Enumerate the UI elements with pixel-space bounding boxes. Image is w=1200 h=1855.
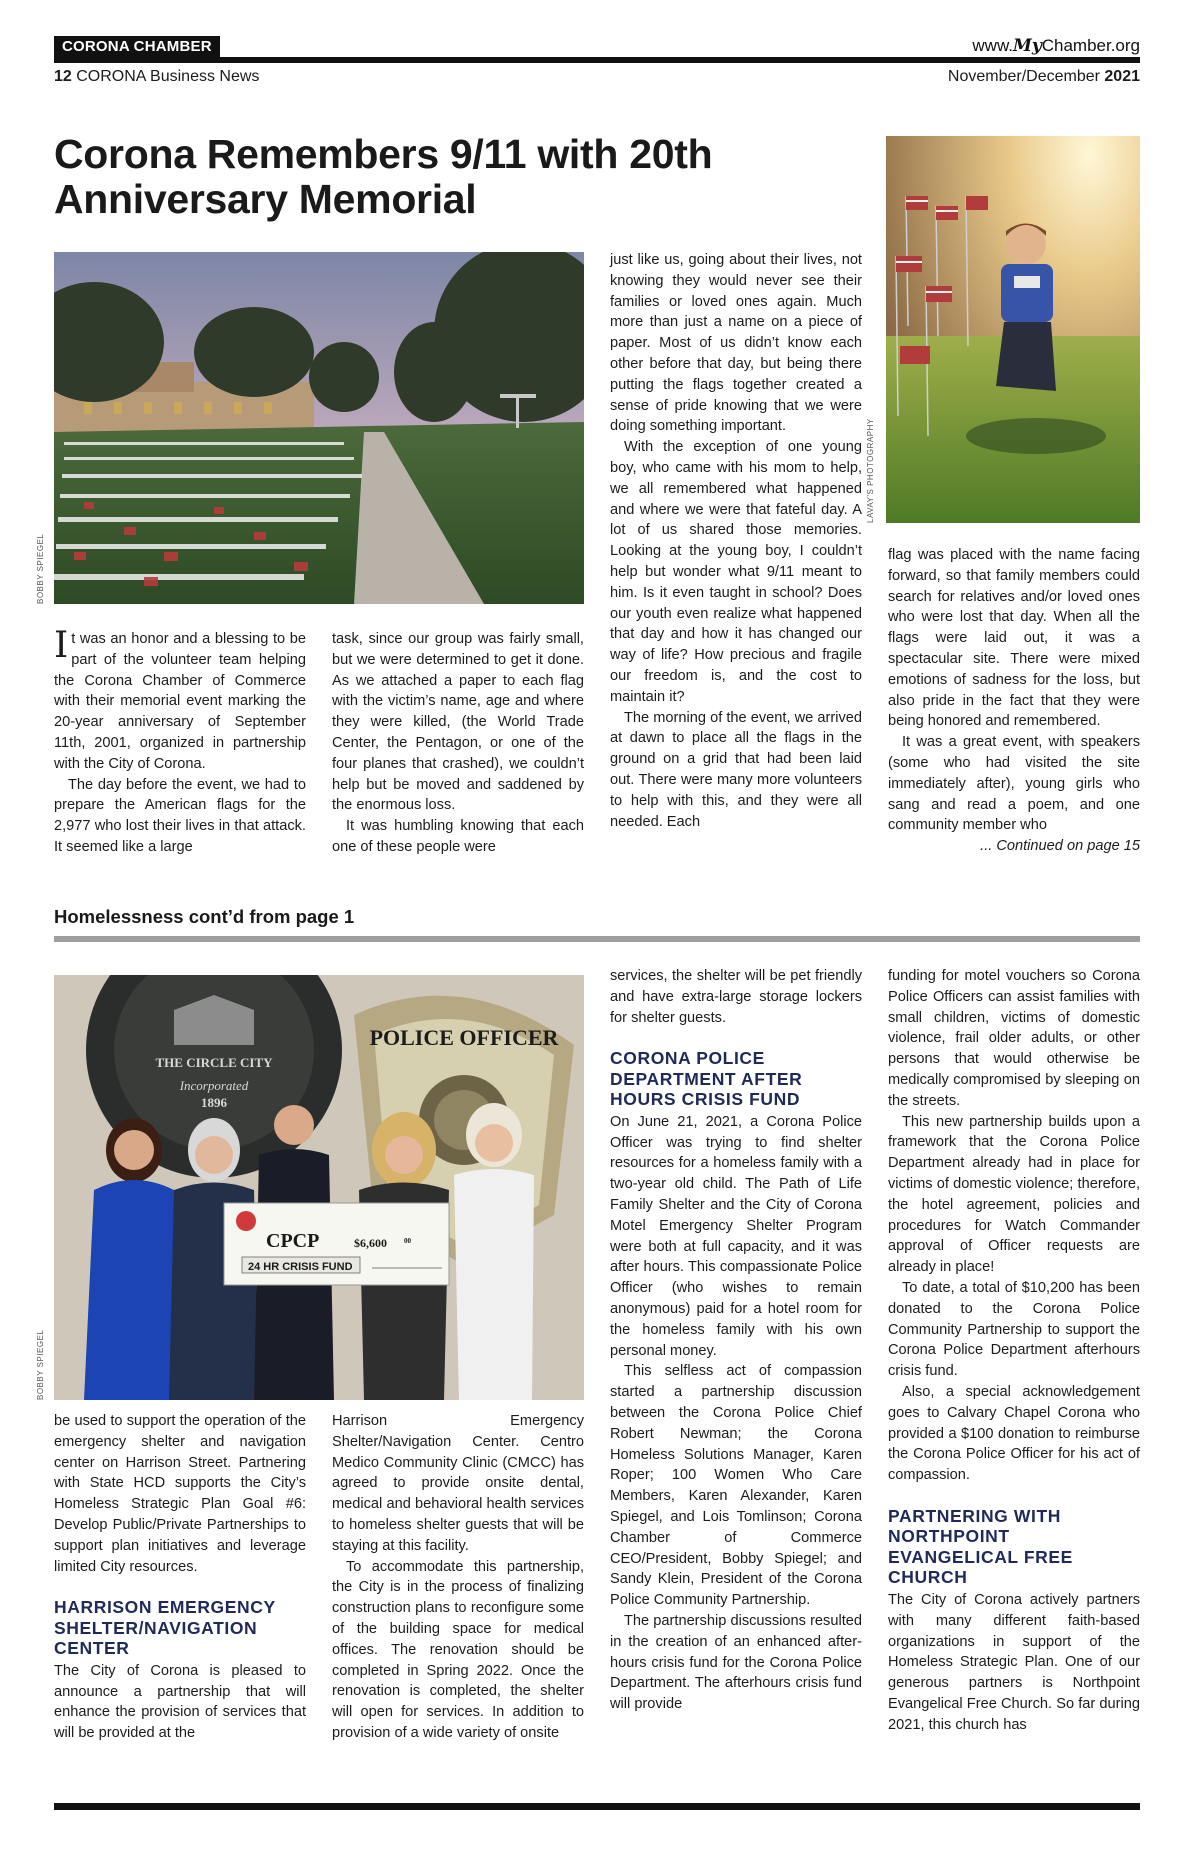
article2-column-2 xyxy=(332,1411,584,1744)
article2-column-3 xyxy=(610,966,862,1715)
website-url[interactable] xyxy=(972,36,1140,56)
article2-paragraph: This new partnership builds upon a framework that the Corona Police Department already had in place for victims of domestic violence; therefore, the hotel agreement, policies and procedures for Watch Commander approval of Officer requests are already in place! xyxy=(888,1113,1140,1276)
check-payee: CPCP xyxy=(266,1230,320,1252)
boy-with-flags-illustration xyxy=(886,136,1140,523)
article2-paragraph: Also, a special acknowledgement goes to Calvary Chapel Corona who provided a $100 donation to reimburse the Corona Police Officer for his act of compassion. xyxy=(888,1383,1140,1484)
article2-paragraph: On June 21, 2021, a Corona Police Officer was trying to find shelter resources for a homeless family with a two-year old child. The Path of Life Family Shelter and the City of Corona Motel Emergency Shelter Program were both at full capacity, and it was after hours. This compassionate Police Officer (who wishes to remain anonymous) paid for a hotel room for the homeless family with his own personal money. xyxy=(610,1113,862,1359)
article1-paragraph: flag was placed with the name facing forward, so that family members could search for relatives and/or loved ones who were lost that day. When all the flags were laid out, it was a spectacular site. There were mixed emotions of sadness for the loss, but also pride in the fact that they were being honored and remembered. xyxy=(888,547,1140,730)
article2-paragraph: funding for motel vouchers so Corona Police Officers can assist families with small children, victims of domestic violence, frail older adults, or other persons that would otherwise be medically compromised by sleeping on the streets. xyxy=(888,968,1140,1109)
article2-paragraph: The City of Corona actively partners with many different faith-based organizations in support of the Homeless Strategic Plan. One of our generous partners is Northpoint Evangelical Free Church. So far during 2021, this church has xyxy=(888,1591,1140,1733)
section-heading: Homelessness cont’d from page 1 xyxy=(54,906,355,927)
article1-column-2 xyxy=(332,629,584,858)
article1-paragraph: The day before the event, we had to prepare the American flags for the 2,977 who lost their lives in that attack. It seemed like a large xyxy=(54,776,306,855)
photo-credit-boy: LAVAY'S PHOTOGRAPHY xyxy=(866,418,875,523)
article2-column-4 xyxy=(888,966,1140,1736)
seal-year-text: 1896 xyxy=(201,1095,227,1110)
article1-paragraph xyxy=(54,625,306,775)
page-number: 12 xyxy=(54,68,72,85)
publication-name: CORONA Business News xyxy=(76,68,260,85)
seal-city-text: THE CIRCLE CITY xyxy=(155,1055,273,1070)
article1-paragraph: task, since our group was fairly small, but we were determined to get it done. As we attached a paper to each flag with the victim’s name, age and where they were killed, (the World Trade Center, the Pentagon, or one of the four planes that crashed), we couldn’t help but be moved and saddened by the enormous loss. xyxy=(332,631,584,814)
article1-text: t was an honor and a blessing to be part of the volunteer team helping the Corona Chamber of Commerce with their memorial event marking the 20-year anniversary of September 11th, 2001, organized in partnership with the City of Corona. xyxy=(54,631,306,772)
article2-paragraph: The City of Corona is pleased to announce a partnership that will enhance the provision of services that will be provided at the xyxy=(54,1662,306,1742)
article1-column-4 xyxy=(888,545,1140,857)
article1-paragraph: The morning of the event, we arrived at dawn to place all the flags in the ground on a grid that had been laid out. There were many more volunteers to help with this, and they were all needed. Each xyxy=(610,709,862,830)
article2-paragraph: be used to support the operation of the emergency shelter and navigation center on Harrison Street. Partnering with State HCD supports the City’s Homeless Strategic Plan Goal #6: Develop Public/Private Partnerships to support plan initiatives and leverage limited City resources. xyxy=(54,1413,306,1575)
article2-paragraph: services, the shelter will be pet friendly and have extra-large storage lockers for shelter guests. xyxy=(610,968,862,1026)
article-headline: Corona Remembers 9/11 with 20th Anniversary Memorial xyxy=(54,131,713,222)
issue-months: November/December xyxy=(947,68,1100,85)
url-my-logo: My xyxy=(1013,36,1042,56)
article1-column-1 xyxy=(54,625,306,858)
article1-paragraph: It was humbling knowing that each one of these people were xyxy=(332,818,584,855)
article1-paragraph: With the exception of one young boy, who came with his mom to help, we all remembered what happened and where we were that fateful day. A lot of us shared those memories. Looking at the young boy, I couldn’t help but wonder what 9/11 meant to him. Is it even taught in school? Does our youth even realize what happened that day and how it has changed our way of life? How precious and fragile our freedom is, and the cost to maintain it? xyxy=(610,439,862,705)
issue-date xyxy=(948,68,1140,86)
article2-paragraph: To accommodate this partnership, the City is in the process of finalizing construction plans to reconfigure some of the building space for medical offices. The renovation should be completed in Spring 2022. Once the renovation is completed, the shelter will open for services. In addition to provision of a wide variety of onsite xyxy=(332,1558,584,1741)
check-cents: 00 xyxy=(404,1237,411,1245)
article2-paragraph: Harrison Emergency Shelter/Navigation Center. Centro Medico Community Clinic (CMCC) has agreed to provide onsite dental, medical and behavioral health services to homeless shelter guests that will be staying at this facility. xyxy=(332,1413,584,1554)
badge-text: POLICE OFFICER xyxy=(369,1025,559,1050)
drop-cap: I xyxy=(54,625,69,666)
issue-year: 2021 xyxy=(1104,68,1140,85)
memorial-flags-illustration xyxy=(54,252,584,604)
memorial-flags-photo xyxy=(54,252,584,604)
subheading-police-crisis-fund: CORONA POLICE DEPARTMENT AFTER HOURS CRISIS FUND xyxy=(610,1048,803,1110)
article1-paragraph: just like us, going about their lives, not knowing they would never see their families or loved ones again. Much more than just a name on a piece of paper. Most of us didn’t know each other before that day, but being there putting the flags together created a sense of pride knowing that we were doing something important. xyxy=(610,252,862,435)
article2-paragraph: To date, a total of $10,200 has been donated to the Corona Police Community Partnership to support the Corona Police Department afterhours crisis fund. xyxy=(888,1279,1140,1380)
article2-column-1 xyxy=(54,1411,306,1744)
url-suffix: Chamber.org xyxy=(1041,36,1140,55)
crisis-fund-check-photo xyxy=(54,975,584,1400)
continued-link[interactable]: ... Continued on page 15 xyxy=(980,838,1140,855)
footer-rule xyxy=(54,1803,1140,1810)
check-amount: $6,600 xyxy=(354,1236,387,1250)
photo-credit-main: BOBBY SPIEGEL xyxy=(36,533,45,604)
section-tag: CORONA CHAMBER xyxy=(54,36,220,58)
seal-incorporated-text: Incorporated xyxy=(179,1078,249,1093)
section-rule xyxy=(54,936,1140,942)
subheading-northpoint: PARTNERING WITH NORTHPOINT EVANGELICAL FREE CHURCH xyxy=(888,1505,1073,1588)
article1-paragraph: It was a great event, with speakers (some who had visited the site immediately after), young girls who sang and read a poem, and one community member who xyxy=(888,734,1140,834)
boy-with-flags-photo xyxy=(886,136,1140,523)
check-memo: 24 HR CRISIS FUND xyxy=(248,1261,353,1273)
masthead-rule xyxy=(54,57,1140,63)
page-folio xyxy=(54,68,259,86)
article1-column-3 xyxy=(610,250,862,832)
check-presentation-illustration xyxy=(54,975,584,1400)
url-prefix: www. xyxy=(972,36,1014,55)
article2-paragraph: The partnership discussions resulted in the creation of an enhanced after-hours crisis fund for the Corona Police Department. The afterhours crisis fund will provide xyxy=(610,1613,862,1713)
photo-credit-group: BOBBY SPIEGEL xyxy=(36,1329,45,1400)
subheading-harrison: HARRISON EMERGENCY SHELTER/NAVIGATION CENTER xyxy=(54,1597,276,1659)
article2-paragraph: This selfless act of compassion started a partnership discussion between the Corona Police Chief Robert Newman; the Corona Homeless Solutions Manager, Karen Roper; 100 Women Who Care Members, Karen Alexander, Karen Spiegel, and Lois Tomlinson; Corona Chamber of Commerce CEO/President, Bobby Spiegel; and Sandy Klein, President of the Corona Police Community Partnership. xyxy=(610,1363,862,1609)
